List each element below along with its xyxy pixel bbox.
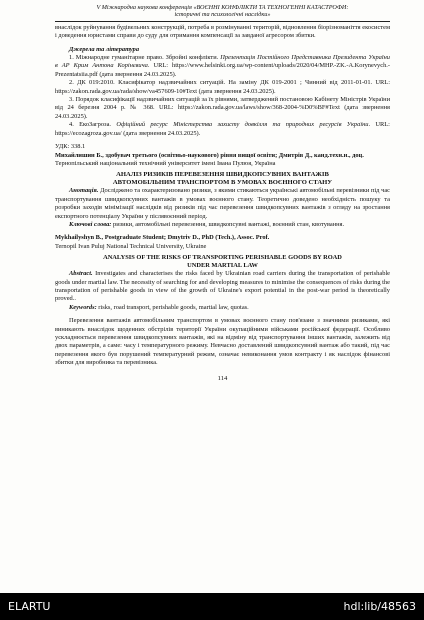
repository-footer [0, 593, 424, 620]
udc-code: УДК: 338.1 [55, 143, 86, 151]
reference-item: 1. Міжнародне гуманітарне право. Збройні конфлікти. Презентація Постійного Представника Президента України в АР Крим Антона Корінєвича. URL: https://www.helsinki.org.ua/wp-content/uploads/2020/04/MHP.-ZK.-A.Korynevych.-Prezentatsiia.pdf (дата звернення 24.03.2025). [55, 54, 390, 78]
conference-header [55, 4, 390, 22]
intro-paragraph: внаслідок руйнування будівельних конструкцій, потреба в розмінуванні територій, відновлення біорізноманіття екосистем і доведення юристами справи до суду для отримання компенсації за завданої агресором збитки. [55, 23, 390, 40]
keywords-ua: Ключові слова: ризики, автомобільні перевезення, швидкопсувні вантажі, воєнний стан, квотування. [69, 220, 345, 228]
header-line-1: V Міжнародна наукова конференція «ВОЄННІ КОНФЛІКТИ ТА ТЕХНОГЕННІ КАТАСТРОФИ: [96, 4, 349, 11]
article-title-en: ANALYSIS OF THE RISKS OF TRANSPORTING PERISHABLE GOODS BY ROAD UNDER MARTIAL LAW [103, 254, 342, 270]
reference-item: 3. Порядок класифікації надзвичайних ситуацій за їх рівнями, затверджений постановою Кабінету Міністрів України від 24 березня 2004 р. № 368. URL: https://zakon.rada.gov.ua/laws/show/368-2004-%D0%BF#Text (дата звернення 24.03.2025). [55, 96, 390, 120]
header-line-2: історичні та психологічні наслідки» [174, 11, 271, 19]
repository-name: ELARTU [8, 600, 51, 613]
keywords-en: Keywords: risks, road transport, perishable goods, martial law, quotas. [69, 303, 249, 311]
document-body [55, 4, 390, 383]
references-title: Джерела та література [69, 45, 140, 53]
authors-ua: Михайлишин Б., здобувач третього (освітньо-наукового) рівня вищої освіти; Дмитрів Д., канд.техн.н., доц. [55, 151, 364, 159]
abstract-en: Abstract. Investigates and characterises the risks faced by Ukrainian road carriers during the transportation of perishable goods under martial law. The necessity of searching for and developing measures to minimise the consequences of risks during the transportation of perishable goods in view of the growth of Ukraine's export potential in the post-war period is theoretically proved.. [55, 270, 390, 303]
handle-id: hdl:lib/48563 [343, 600, 416, 613]
page-number: 114 [217, 374, 228, 382]
article-title-ua: АНАЛІЗ РИЗИКІВ ПЕРЕВЕЗЕННЯ ШВИДКОПСУВНИХ ВАНТАЖІВ АВТОМОБІЛЬНИМ ТРАНСПОРТОМ В УМОВАХ ВОЄННОГО СТАНУ [112, 171, 333, 187]
affiliation-ua: Тернопільський національний технічний університет імені Івана Пулюя, Україна [55, 159, 276, 167]
affiliation-en: Ternopil Ivan Puluj National Technical University, Ukraine [55, 242, 207, 250]
reference-item: 2. ДК 019:2010. Класифікатор надзвичайних ситуацій. На заміну ДК 019-2001 ; Чинний від 2011-01-01. URL: https://zakon.rada.gov.ua/rada/show/va457609-10#Text (дата звернення 24.03.2025). [55, 79, 390, 95]
reference-item: 4. ЕкоЗагроза. Офіційний ресурс Міністерства захисту довкілля та природних ресурсів України. URL: https://ecozagroza.gov.ua/ (дата звернення 24.03.2025). [55, 121, 390, 137]
body-paragraph: Перевезення вантажів автомобільним транспортом в умовах воєнного стану пов'язане з значними ризиками, які виникають внаслідок щоденних обстрілів території України окупаційними військами російської федерації. Особливо ускладнюється перевезення швидкопсувних вантажів, які на відміну від транспортування інших вантажів, залежить від двох параметрів, а саме: часу і температурного режиму. Невчасно доставлений швидкопсувний вантаж або такий, під час перевезення якого був порушений температурний режим, означає невиконання умов контракту і як наслідок фінансові збитки для виробника та перевізника. [55, 317, 390, 367]
abstract-ua: Анотація. Досліджено та охарактеризовано ризики, з якими стикаються українські автомобільні перевізники під час транспортування швидкопсувних вантажів в умовах воєнного стану. Теоретично доведено необхідність пошуку та розробки заходів мінімізації наслідків від ризиків під час перевезення швидкопсувних вантажів з огляду на зростання експортного потенціалу України у післявоєнний період. [55, 187, 390, 220]
authors-en: Mykhailyshyn B., Postgraduate Student; Dmytriv D., PhD (Tech.), Assoc. Prof. [55, 234, 270, 242]
